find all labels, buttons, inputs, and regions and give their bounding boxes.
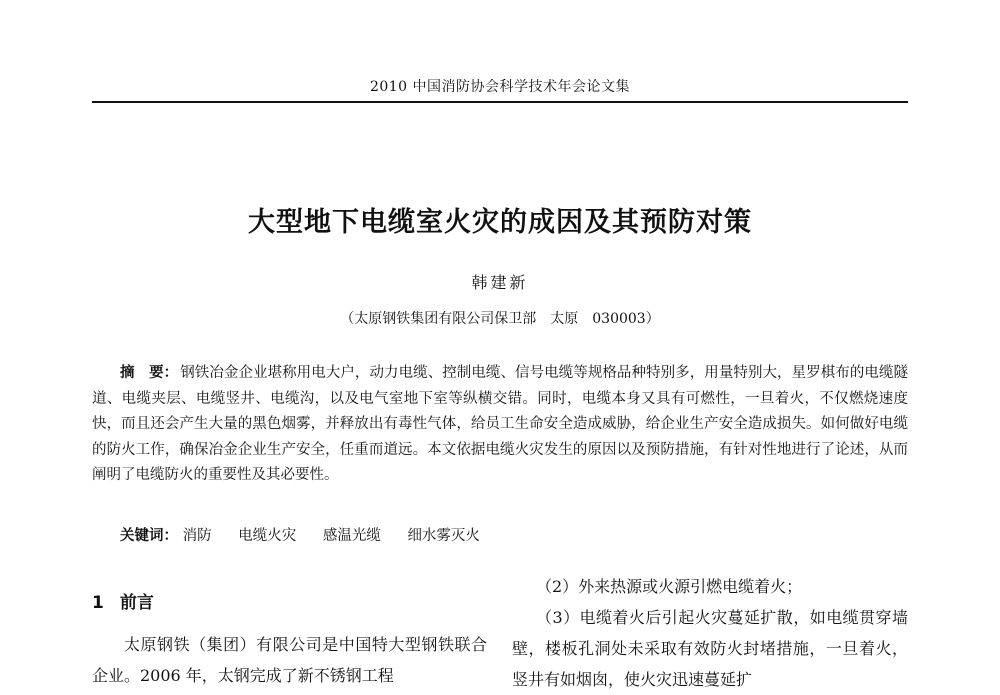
list-item: （2）外来热源或火源引燃电缆着火； — [536, 577, 803, 596]
section-title: 前言 — [119, 593, 154, 613]
keywords-block — [120, 523, 900, 549]
section-heading — [92, 588, 487, 619]
keyword-item: 电缆火灾 — [238, 528, 297, 544]
paper-title: 大型地下电缆室火灾的成因及其预防对策 — [248, 207, 752, 238]
right-column — [512, 571, 908, 695]
body-paragraph: 太原钢铁（集团）有限公司是中国特大型钢铁联合企业。2006 年，太钢完成了新不锈钢工程 — [92, 635, 487, 685]
header-rule — [92, 101, 908, 103]
left-column — [92, 588, 487, 691]
running-header: 2010 中国消防协会科学技术年会论文集 — [369, 79, 631, 95]
author-affiliation: （太原钢铁集团有限公司保卫部 太原 030003） — [340, 311, 660, 327]
keyword-item: 消防 — [182, 528, 212, 544]
abstract-text: 钢铁冶金企业堪称用电大户，动力电缆、控制电缆、信号电缆等规格品种特别多，用量特别大，星罗棋布的电缆隧道、电缆夹层、电缆竖井、电缆沟，以及电气室地下室等纵横交错。同时，电缆本身又具有可燃性，一旦着火，不仅燃烧速度快，而且还会产生大量的黑色烟雾，并释放出有毒性气体，给员工生命安全造成威胁，给企业生产安全造成损失。如何做好电缆的防火工作，确保冶金企业生产安全，任重而道远。本文依据电缆火灾发生的原因以及预防措施，有针对性地进行了论述，从而阐明了电缆防火的重要性及其必要性。 — [92, 365, 909, 483]
keyword-item: 细水雾灭火 — [407, 528, 480, 544]
keywords-label: 关键词： — [120, 527, 178, 544]
list-item: （3）电缆着火后引起火灾蔓延扩散，如电缆贯穿墙壁，楼板孔洞处未采取有效防火封堵措施，一旦着火，竖井有如烟囱，使火灾迅速蔓延扩 — [512, 608, 908, 689]
abstract-label: 摘 要： — [120, 364, 179, 381]
abstract-block — [92, 360, 908, 489]
section-number: 1 — [92, 593, 104, 613]
author-name: 韩建新 — [471, 273, 529, 292]
keyword-item: 感温光缆 — [322, 528, 381, 544]
